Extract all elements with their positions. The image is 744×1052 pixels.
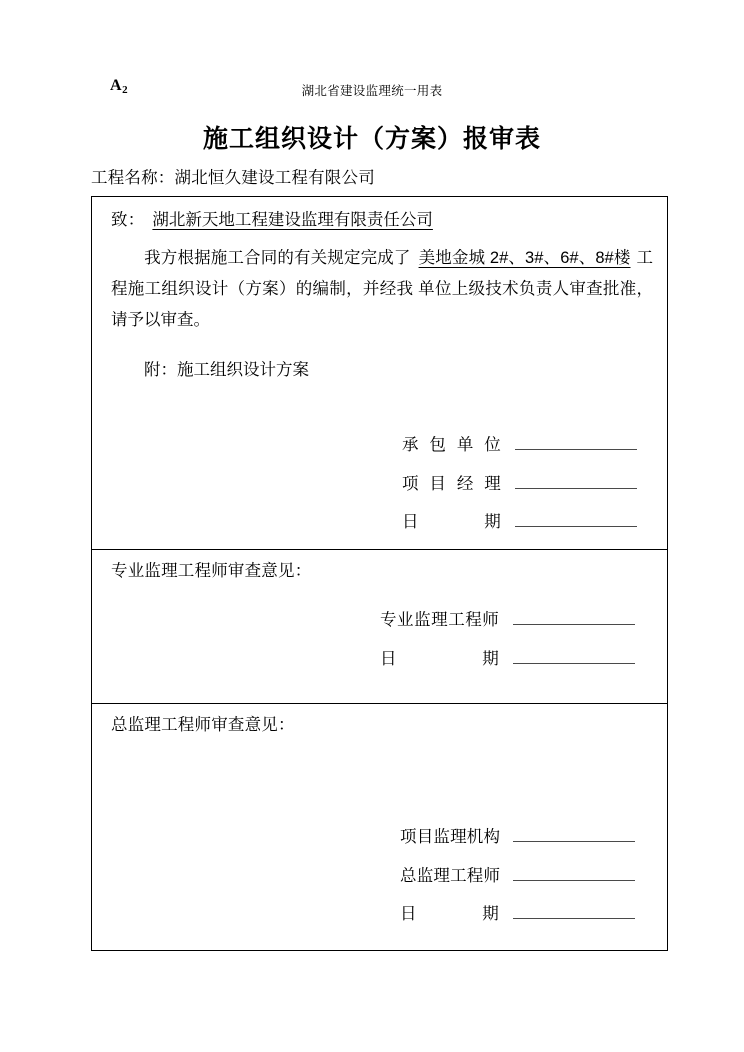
contractor-unit-label: 承包单位 bbox=[402, 436, 501, 454]
project-manager-label: 项目经理 bbox=[402, 474, 501, 493]
signature-row bbox=[402, 514, 637, 531]
chief-date-label: 日期 bbox=[400, 905, 499, 923]
chief-engineer-label: 总监理工程师 bbox=[400, 866, 501, 885]
chief-signature-block bbox=[400, 829, 635, 923]
signature-row bbox=[400, 906, 635, 923]
attachment-line bbox=[111, 361, 309, 381]
chief-date-field[interactable] bbox=[513, 906, 635, 919]
signature-row bbox=[400, 829, 635, 846]
signature-row bbox=[402, 476, 637, 493]
signature-row bbox=[380, 612, 635, 629]
signature-row bbox=[380, 651, 635, 668]
chief-engineer-field[interactable] bbox=[513, 868, 635, 881]
addressee-label: 致： bbox=[111, 211, 145, 229]
signature-row bbox=[400, 868, 635, 885]
professional-engineer-section bbox=[92, 549, 667, 703]
organization-header: 湖北省建设监理统一用表 bbox=[301, 84, 443, 98]
applicant-date-field[interactable] bbox=[515, 514, 637, 527]
signature-row bbox=[402, 437, 637, 454]
professional-date-label: 日期 bbox=[380, 649, 499, 668]
project-name-value: 湖北恒久建设工程有限公司 bbox=[174, 169, 375, 187]
form-code-letter: A bbox=[110, 77, 123, 94]
professional-date-field[interactable] bbox=[513, 651, 635, 664]
attachment-label: 附： bbox=[144, 361, 177, 379]
report-form-table bbox=[91, 196, 668, 951]
form-code-subscript: 2 bbox=[122, 84, 129, 96]
project-manager-field[interactable] bbox=[515, 476, 637, 489]
project-name-label: 工程名称： bbox=[91, 169, 175, 187]
chief-opinion-label: 总监理工程师审查意见： bbox=[111, 716, 295, 734]
chief-engineer-section bbox=[92, 703, 667, 950]
applicant-date-label: 日期 bbox=[402, 513, 501, 531]
professional-opinion-label: 专业监理工程师审查意见： bbox=[111, 562, 312, 580]
applicant-signature-block bbox=[402, 437, 637, 531]
project-name-line bbox=[91, 169, 375, 189]
professional-signature-block bbox=[380, 612, 635, 667]
professional-engineer-field[interactable] bbox=[513, 612, 635, 625]
supervision-organization-field[interactable] bbox=[513, 829, 635, 842]
declaration-prefix: 我方根据施工合同的有关规定完成了 bbox=[144, 249, 411, 267]
declaration-project-value[interactable]: 美地金城 2#、3#、6#、8#楼 bbox=[418, 249, 631, 267]
attachment-value: 施工组织设计方案 bbox=[177, 361, 309, 379]
professional-engineer-label: 专业监理工程师 bbox=[380, 611, 499, 629]
page-title: 施工组织设计（方案）报审表 bbox=[202, 125, 541, 153]
declaration-paragraph bbox=[111, 243, 653, 336]
addressee-line bbox=[111, 211, 439, 231]
contractor-unit-field[interactable] bbox=[515, 437, 637, 450]
supervision-organization-label: 项目监理机构 bbox=[400, 828, 501, 846]
applicant-section bbox=[92, 197, 667, 549]
declaration-suffix: 工程施工组织设计（方案）的编制，并经我 单位上级技术负责人审查批准，请予以审查。 bbox=[111, 249, 654, 329]
addressee-value[interactable]: 湖北新天地工程建设监理有限责任公司 bbox=[152, 211, 433, 229]
